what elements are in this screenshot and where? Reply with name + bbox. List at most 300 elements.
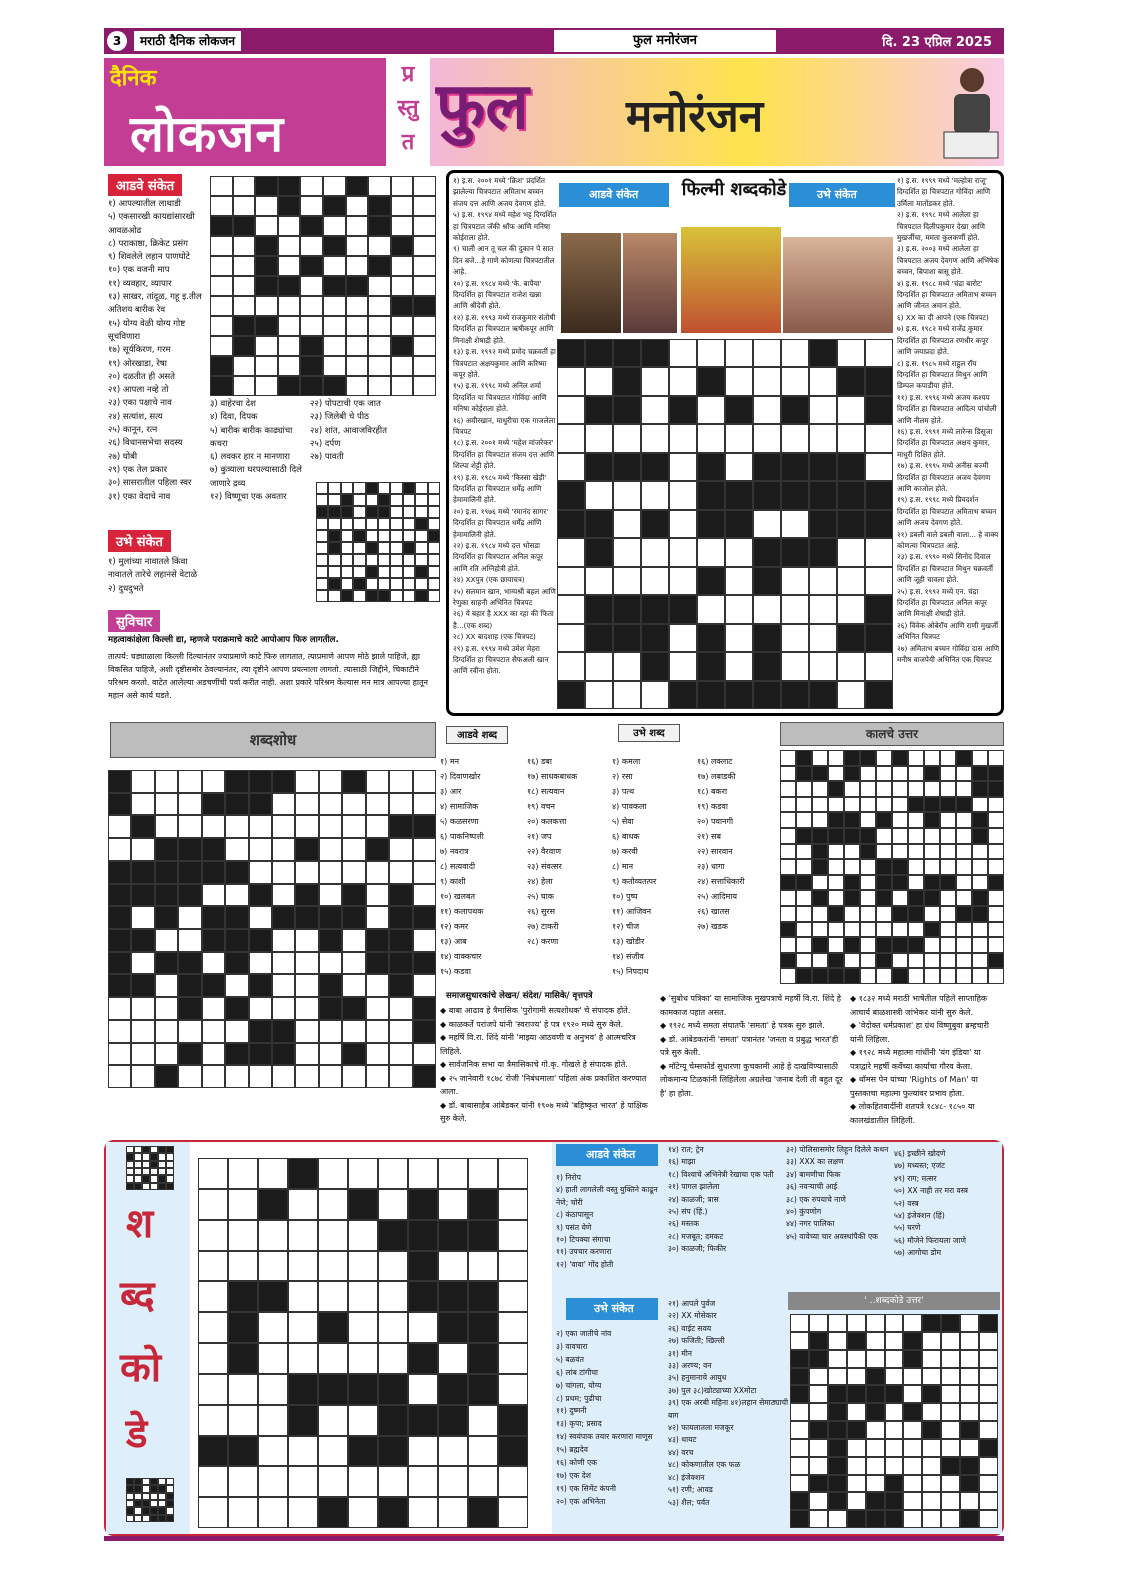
grid-cell — [922, 1314, 941, 1332]
grid-cell — [225, 815, 248, 838]
grid-cell — [828, 859, 844, 875]
grid-cell — [725, 424, 753, 452]
grid-cell — [300, 216, 323, 236]
grid-cell — [408, 1189, 438, 1220]
grid-cell — [812, 968, 828, 984]
grid-cell — [198, 1189, 228, 1220]
grid-cell — [812, 828, 828, 844]
grid-cell — [837, 481, 865, 509]
clue-item: २२) सारवान — [697, 847, 733, 856]
brand-block — [104, 58, 386, 166]
grid-cell — [866, 1475, 885, 1493]
grid-cell — [278, 336, 301, 356]
grid-cell — [366, 861, 389, 884]
grid-cell — [225, 906, 248, 929]
grid-cell — [828, 750, 844, 766]
grid-cell — [790, 1368, 809, 1386]
grid-cell — [150, 1153, 158, 1160]
clue-item: २५) कानून, रत्न — [108, 425, 158, 436]
grid-cell — [108, 1065, 131, 1088]
grid-cell — [468, 1466, 498, 1497]
grid-cell — [885, 1403, 904, 1421]
grid-cell — [796, 828, 812, 844]
grid-cell — [390, 566, 402, 578]
grid-cell — [860, 859, 876, 875]
grid-cell — [288, 1343, 318, 1374]
grid-cell — [228, 1497, 258, 1528]
clue-item: ५) बळवंत — [556, 1354, 584, 1364]
grid-cell — [885, 1332, 904, 1350]
crossword-1 — [104, 170, 442, 708]
grid-cell — [780, 750, 796, 766]
grid-cell — [225, 884, 248, 907]
grid-cell — [828, 797, 844, 813]
clue-item: २४) शांत, आवाजविरहीत — [310, 425, 387, 436]
grid-cell — [323, 336, 346, 356]
grid-cell — [348, 1251, 378, 1282]
grid-cell — [725, 538, 753, 566]
grid-cell — [908, 937, 924, 953]
grid-cell — [131, 906, 154, 929]
grid-cell — [922, 1403, 941, 1421]
clue-item: ८) प्रथम; पुढीचा — [556, 1393, 602, 1403]
grid-cell — [319, 770, 342, 793]
clue-item: १३) कृपा; प्रसाद — [556, 1419, 602, 1429]
grid-cell — [812, 781, 828, 797]
clue-item: १५) इ.स. १९९८ मध्ये अनिल शर्मा दिग्दर्शित या चित्रपटात गोविंदा आणि मनिषा कोईराला होते. — [453, 381, 547, 414]
grid-cell — [922, 1510, 941, 1528]
grid-cell — [940, 766, 956, 782]
clue-item: ६) लांब टांगीचा — [556, 1367, 599, 1377]
grid-cell — [585, 538, 613, 566]
grid-cell — [725, 624, 753, 652]
grid-cell — [142, 1507, 150, 1514]
grid-cell — [941, 1510, 960, 1528]
grid-cell — [809, 624, 837, 652]
grid-cell — [908, 750, 924, 766]
grid-cell — [828, 953, 844, 969]
grid-cell — [233, 276, 256, 296]
grid-cell — [155, 974, 178, 997]
ws-down-list — [612, 754, 778, 984]
grid-cell — [809, 1332, 828, 1350]
grid-cell — [972, 890, 988, 906]
grid-cell — [158, 1161, 166, 1168]
clue-item: ५३) शैल; पर्वत — [668, 1497, 710, 1507]
grid-cell — [225, 1065, 248, 1088]
grid-cell — [956, 906, 972, 922]
clue-item: ९) चाली आन तू चल की दुकान पे सात दिन बजे...हे गाणे कोणत्या चित्रपटातील आहे. — [453, 244, 555, 277]
grid-cell — [844, 890, 860, 906]
grid-cell — [438, 1374, 468, 1405]
grid-cell — [228, 1251, 258, 1282]
grid-cell — [198, 1251, 228, 1282]
grid-cell — [368, 196, 391, 216]
grid-cell — [669, 567, 697, 595]
grid-cell — [956, 812, 972, 828]
grid-cell — [391, 256, 414, 276]
grid-cell — [498, 1312, 528, 1343]
grid-cell — [300, 336, 323, 356]
grid-cell — [108, 997, 131, 1020]
grid-cell — [940, 844, 956, 860]
grid-cell — [812, 766, 828, 782]
grid-cell — [318, 1158, 348, 1189]
grid-cell — [876, 828, 892, 844]
grid-cell — [828, 1368, 847, 1386]
grid-cell — [249, 906, 272, 929]
clue-item: ३) वाहेरचा देश — [210, 399, 256, 409]
grid-cell — [323, 256, 346, 276]
grid-cell — [126, 1175, 134, 1182]
grid-cell — [847, 1510, 866, 1528]
grid-cell — [780, 797, 796, 813]
clue-item: २३) इ.स. १९९० मध्ये सिनोद दिवाल दिग्दर्शित हा चित्रपटात मिथुन चक्रवर्ती आणि जूही चावला होते. — [897, 552, 994, 585]
grid-cell — [390, 590, 402, 602]
grid-cell — [108, 884, 131, 907]
grid-cell — [233, 356, 256, 376]
grid-cell — [249, 861, 272, 884]
grid-cell — [809, 1368, 828, 1386]
grid-cell — [403, 506, 415, 518]
grid-cell — [876, 937, 892, 953]
grid-cell — [142, 1153, 150, 1160]
grid-cell — [155, 1065, 178, 1088]
grid-cell — [202, 838, 225, 861]
grid-cell — [328, 578, 340, 590]
clue-item: ४४) वरच — [668, 1447, 694, 1457]
clue-item: २१) डबली वाले डबली वाला... हे वाक्य कोणत्या चित्रपटात आहे. — [897, 529, 999, 550]
grid-cell — [866, 1421, 885, 1439]
grid-cell — [844, 844, 860, 860]
grid-cell — [295, 815, 318, 838]
clue-item: ५७) आगोचा डोम — [894, 1248, 942, 1258]
grid-cell — [319, 1043, 342, 1066]
grid-cell — [585, 424, 613, 452]
clue-item: ४) हाती लागलेली वस्तु युक्तिने काढून नेणे; चोरी — [556, 1185, 658, 1207]
grid-cell — [941, 1475, 960, 1493]
grid-cell — [438, 1405, 468, 1436]
clue-item: १३) खोडीर — [612, 937, 645, 946]
clue-item: ९) काशी — [440, 877, 466, 886]
grid-cell — [198, 1436, 228, 1467]
grid-cell — [228, 1220, 258, 1251]
grid-cell — [613, 424, 641, 452]
grid-cell — [438, 1497, 468, 1528]
grid-cell — [725, 453, 753, 481]
grid-cell — [134, 1175, 142, 1182]
grid-cell — [940, 922, 956, 938]
grid-cell — [390, 554, 402, 566]
grid-cell — [860, 922, 876, 938]
grid-cell — [860, 828, 876, 844]
grid-cell — [233, 316, 256, 336]
grid-cell — [903, 1368, 922, 1386]
grid-cell — [780, 766, 796, 782]
grid-cell — [342, 770, 365, 793]
grid-cell — [941, 1403, 960, 1421]
grid-cell — [972, 781, 988, 797]
grid-cell — [295, 974, 318, 997]
grid-cell — [134, 1515, 142, 1522]
grid-cell — [342, 861, 365, 884]
ws-across-list — [440, 754, 610, 984]
grid-cell — [316, 506, 328, 518]
clue-item: १२) 'वावा' गोंद होती — [556, 1259, 614, 1269]
grid-cell — [341, 518, 353, 530]
cw1-answer-grid — [316, 482, 440, 602]
fact-item: ◆ १९२८ मध्ये महात्मा गांधींनी 'यंग इंडिया' या पत्राद्वारे महर्षी कर्वेच्या कार्याचा गौरव केला. — [850, 1048, 981, 1071]
grid-cell — [319, 838, 342, 861]
grid-cell — [166, 1507, 174, 1514]
grid-cell — [988, 968, 1004, 984]
grid-cell — [641, 567, 669, 595]
grid-cell — [389, 793, 412, 816]
grid-cell — [378, 482, 390, 494]
grid-cell — [865, 453, 893, 481]
clue-item: १) इ.स. २००१ मध्ये 'क्रिश' प्रदर्शित झालेल्या चित्रपटात अमिताभ बच्चन संजय दत्त आणि अजय देवगण होते. — [453, 176, 547, 208]
bottom-answer-title: ' ..शब्दकोडे उत्तर' — [788, 1292, 1000, 1310]
filmy-grid — [557, 339, 893, 709]
grid-cell — [956, 922, 972, 938]
grid-cell — [892, 922, 908, 938]
grid-cell — [468, 1405, 498, 1436]
grid-cell — [255, 176, 278, 196]
grid-cell — [131, 861, 154, 884]
prastut-label: प्र स्तु त — [388, 58, 428, 166]
grid-cell — [669, 538, 697, 566]
grid-cell — [860, 875, 876, 891]
grid-cell — [378, 578, 390, 590]
grid-cell — [866, 1492, 885, 1510]
grid-cell — [366, 906, 389, 929]
clue-item: २४) हेला — [527, 877, 553, 886]
bottom-down-title: उभे संकेत — [566, 1298, 658, 1320]
clue-item: १३) इ.स. १९९२ मध्ये प्रमोद चक्रवर्ती हा चित्रपटात अक्षयकुमार आणि करिष्मा कपूर होते. — [453, 347, 556, 379]
grid-cell — [366, 1043, 389, 1066]
clue-item: १९) ओरखाडा, रेषा — [108, 358, 167, 369]
grid-cell — [366, 566, 378, 578]
grid-cell — [428, 530, 440, 542]
grid-cell — [940, 828, 956, 844]
clue-item: २२) पोपटाची एक जात — [310, 399, 381, 409]
grid-cell — [866, 1350, 885, 1368]
grid-cell — [557, 339, 585, 367]
grid-cell — [318, 1436, 348, 1467]
grid-cell — [413, 906, 436, 929]
grid-cell — [498, 1497, 528, 1528]
grid-cell — [131, 997, 154, 1020]
grid-cell — [865, 396, 893, 424]
grid-cell — [972, 922, 988, 938]
grid-cell — [316, 482, 328, 494]
grid-cell — [725, 567, 753, 595]
grid-cell — [323, 356, 346, 376]
grid-cell — [972, 844, 988, 860]
grid-cell — [295, 861, 318, 884]
grid-cell — [348, 1220, 378, 1251]
grid-cell — [847, 1385, 866, 1403]
clue-item: ११) उपचार करणारा — [556, 1247, 612, 1257]
grid-cell — [178, 861, 201, 884]
side-letter-2: ब्द — [120, 1273, 155, 1319]
grid-cell — [960, 1457, 979, 1475]
grid-cell — [323, 196, 346, 216]
grid-cell — [408, 1220, 438, 1251]
grid-cell — [876, 890, 892, 906]
grid-cell — [178, 906, 201, 929]
grid-cell — [924, 922, 940, 938]
grid-cell — [780, 859, 796, 875]
grid-cell — [903, 1439, 922, 1457]
clue-item: ३२) पोलिसासमोर लिहून दिलेले कथन — [786, 1145, 889, 1154]
clue-item: १६) इ.स. १९९१ मध्ये लारेन्स डिसूजा दिग्दर्शित हा चित्रपटात अक्षय कुमार, माधुरी दिक्षित होते. — [897, 426, 993, 459]
grid-cell — [368, 176, 391, 196]
grid-cell — [198, 1343, 228, 1374]
grid-cell — [413, 952, 436, 975]
grid-cell — [210, 376, 233, 396]
grid-cell — [428, 566, 440, 578]
clue-item: २२) XX मोसेकार — [668, 1311, 717, 1321]
grid-cell — [166, 1168, 174, 1175]
grid-cell — [725, 367, 753, 395]
grid-cell — [413, 296, 436, 316]
grid-cell — [585, 652, 613, 680]
grid-cell — [202, 793, 225, 816]
grid-cell — [378, 1312, 408, 1343]
grid-cell — [366, 1020, 389, 1043]
clue-item: २५) दर्पण — [310, 438, 341, 449]
grid-cell — [166, 1175, 174, 1182]
grid-cell — [960, 1510, 979, 1528]
grid-cell — [979, 1457, 998, 1475]
grid-cell — [255, 236, 278, 256]
grid-cell — [328, 518, 340, 530]
grid-cell — [940, 750, 956, 766]
clue-item: २७) खडक — [697, 922, 728, 931]
grid-cell — [924, 797, 940, 813]
grid-cell — [413, 356, 436, 376]
grid-cell — [249, 884, 272, 907]
grid-cell — [669, 453, 697, 481]
grid-cell — [876, 875, 892, 891]
bottom-across-list-1 — [556, 1172, 664, 1292]
grid-cell — [669, 510, 697, 538]
masthead — [104, 58, 1004, 166]
grid-cell — [796, 750, 812, 766]
grid-cell — [844, 906, 860, 922]
grid-cell — [892, 797, 908, 813]
grid-cell — [809, 681, 837, 709]
brand-name: लोकजन — [130, 105, 285, 163]
grid-cell — [378, 494, 390, 506]
grid-cell — [255, 256, 278, 276]
grid-cell — [316, 554, 328, 566]
grid-cell — [790, 1492, 809, 1510]
grid-cell — [278, 196, 301, 216]
grid-cell — [389, 838, 412, 861]
clue-item: २) एका जातीचे नांव — [556, 1329, 612, 1338]
grid-cell — [876, 906, 892, 922]
grid-cell — [348, 1405, 378, 1436]
grid-cell — [498, 1220, 528, 1251]
grid-cell — [108, 1043, 131, 1066]
grid-cell — [415, 482, 427, 494]
clue-item: ५०) XX नाही तर मरा वस्त्र — [894, 1186, 968, 1196]
grid-cell — [876, 797, 892, 813]
samaj-col-3 — [850, 992, 1004, 1127]
grid-cell — [142, 1493, 150, 1500]
grid-cell — [198, 1466, 228, 1497]
grid-cell — [415, 578, 427, 590]
grid-cell — [202, 929, 225, 952]
clue-item: ७) इ.स. १९८२ मध्ये राजेंद्र कुमार दिग्दर्शित हा चित्रपटात रणधीर कपूर आणि जयाप्रदा होते. — [897, 324, 989, 357]
top-bar — [104, 28, 1004, 54]
grid-cell — [249, 929, 272, 952]
grid-cell — [641, 510, 669, 538]
grid-cell — [178, 974, 201, 997]
grid-cell — [498, 1466, 528, 1497]
grid-cell — [295, 906, 318, 929]
clue-item: ४) इ.स. १९८८ मध्ये 'चंद्रा बारोट' दिग्दर्शित हा चित्रपटात अमिताभ बच्चन आणि जीनत अमान होते. — [897, 278, 997, 311]
grid-cell — [389, 770, 412, 793]
grid-cell — [131, 770, 154, 793]
grid-cell — [922, 1368, 941, 1386]
grid-cell — [318, 1189, 348, 1220]
grid-cell — [255, 276, 278, 296]
grid-cell — [669, 681, 697, 709]
grid-cell — [318, 1466, 348, 1497]
grid-cell — [390, 482, 402, 494]
grid-cell — [228, 1466, 258, 1497]
grid-cell — [885, 1421, 904, 1439]
grid-cell — [228, 1405, 258, 1436]
grid-cell — [378, 1220, 408, 1251]
grid-cell — [956, 859, 972, 875]
grid-cell — [142, 1478, 150, 1485]
grid-cell — [278, 376, 301, 396]
grid-cell — [155, 793, 178, 816]
fact-item: ◆ काळकर्ते परांजपे यांनी 'स्वराज्य' हे पत्र १९२० मध्ये सुरु केले. — [440, 1019, 624, 1029]
grid-cell — [108, 929, 131, 952]
grid-cell — [295, 793, 318, 816]
clue-item: ५२) वस्त्र — [894, 1198, 919, 1208]
grid-cell — [353, 506, 365, 518]
grid-cell — [389, 929, 412, 952]
grid-cell — [972, 859, 988, 875]
clue-item: २२) इ.स. १९८४ मध्ये दत्त भोसडा दिग्दर्शित हा चित्रपटात अनिल कपूर आणि रति अग्निहोत्री होते. — [453, 541, 543, 573]
grid-cell — [941, 1314, 960, 1332]
cw1-down-title: उभे संकेत — [108, 530, 171, 552]
grid-cell — [812, 750, 828, 766]
grid-cell — [225, 838, 248, 861]
grid-cell — [585, 595, 613, 623]
grid-cell — [924, 781, 940, 797]
clue-item: ७) कुत्र्याला घरपल्यासाठी दिले जाणारे द्रव्य — [210, 465, 302, 489]
grid-cell — [368, 276, 391, 296]
grid-cell — [288, 1158, 318, 1189]
clue-item: २६) मस्तक — [668, 1219, 699, 1229]
grid-cell — [353, 542, 365, 554]
banner-title-b: मनोरंजन — [626, 91, 764, 142]
grid-cell — [142, 1175, 150, 1182]
grid-cell — [940, 859, 956, 875]
grid-cell — [316, 578, 328, 590]
grid-cell — [585, 339, 613, 367]
grid-cell — [323, 316, 346, 336]
clue-item: १९) एक सिमेंट कंपनी — [556, 1483, 616, 1493]
clue-item: २०) दळतीत ही असते — [108, 371, 175, 382]
